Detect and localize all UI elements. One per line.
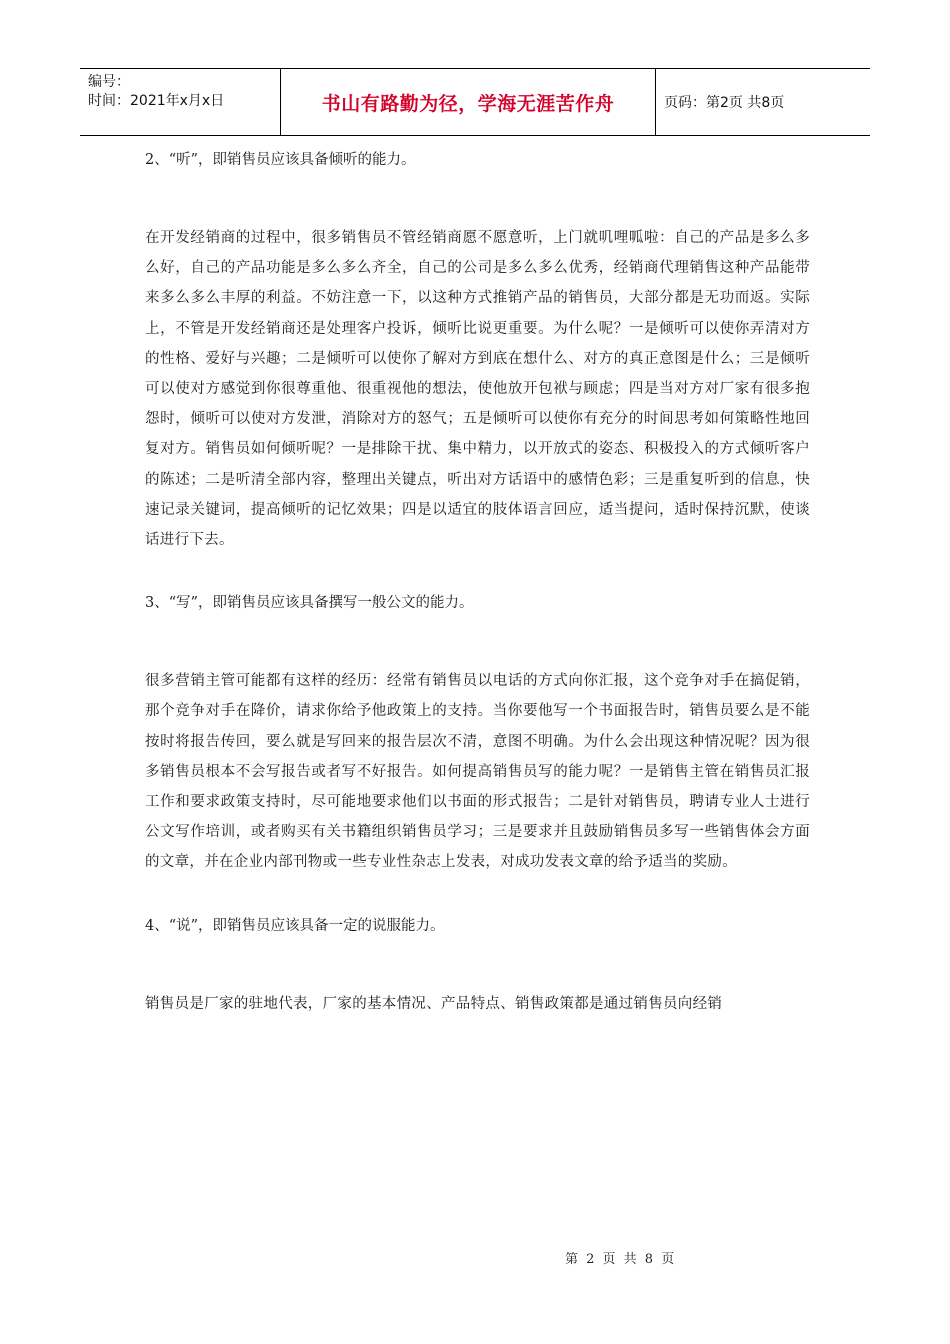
header-table [80, 68, 870, 136]
paragraph-write: 很多营销主管可能都有这样的经历：经常有销售员以电话的方式向你汇报，这个竞争对手在搞促销，那个竞争对手在降价，请求你给予他政策上的支持。当你要他写一个书面报告时，销售员要么是不能按时将报告传回，要么就是写回来的报告层次不清，意图不明确。为什么会出现这种情况呢？因为很多销售员根本不会写报告或者写不好报告。如何提高销售员写的能力呢？一是销售主管在销售员汇报工作和要求政策支持时，尽可能地要求他们以书面的形式报告；二是针对销售员，聘请专业人士进行公文写作培训，或者购买有关书籍组织销售员学习；三是要求并且鼓励销售员多写一些销售体会方面的文章，并在企业内部刊物或一些专业性杂志上发表，对成功发表文章的给予适当的奖励。 [145, 673, 810, 871]
document-number-label: 编号： [88, 74, 130, 90]
paragraph-speak: 销售员是厂家的驻地代表，厂家的基本情况、产品特点、销售政策都是通过销售员向经销 [145, 995, 723, 1012]
header-motto: 书山有路勤为径，学海无涯苦作舟 [321, 92, 615, 115]
document-time-label: 时间：2021年x月x日 [88, 93, 225, 109]
footer-page-number: 第 2 页 共 8 页 [565, 1252, 677, 1267]
section-heading-listen: 2、“听”，即销售员应该具备倾听的能力。 [145, 152, 416, 168]
section-heading-write: 3、“写”，即销售员应该具备撰写一般公文的能力。 [145, 595, 474, 612]
header-motto-cell [281, 69, 656, 135]
header-page-info: 页码：第2页 共8页 [664, 95, 785, 111]
header-page-cell [656, 69, 870, 135]
paragraph-listen: 在开发经销商的过程中，很多销售员不管经销商愿不愿意听，上门就叽哩呱啦：自己的产品是多么多么好，自己的产品功能是多么多么齐全，自己的公司是多么多么优秀，经销商代理销售这种产品能带来多么多么丰厚的利益。不妨注意一下，以这种方式推销产品的销售员，大部分都是无功而返。实际上，不管是开发经销商还是处理客户投诉，倾听比说更重要。为什么呢？一是倾听可以使你弄清对方的性格、爱好与兴趣；二是倾听可以使你了解对方到底在想什么、对方的真正意图是什么；三是倾听可以使对方感觉到你很尊重他、很重视他的想法，使他放开包袱与顾虑；四是当对方对厂家有很多抱怨时，倾听可以使对方发泄，消除对方的怒气；五是倾听可以使你有充分的时间思考如何策略性地回复对方。销售员如何倾听呢？一是排除干扰、集中精力，以开放式的姿态、积极投入的方式倾听客户的陈述；二是听清全部内容，整理出关键点，听出对方话语中的感情色彩；三是重复听到的信息，快速记录关键词，提高倾听的记忆效果；四是以适宜的肢体语言回应，适当提问，适时保持沉默，使谈话进行下去。 [145, 230, 810, 549]
section-heading-speak: 4、“说”，即销售员应该具备一定的说服能力。 [145, 917, 445, 934]
header-meta-cell [80, 69, 281, 135]
document-body [145, 150, 810, 1019]
